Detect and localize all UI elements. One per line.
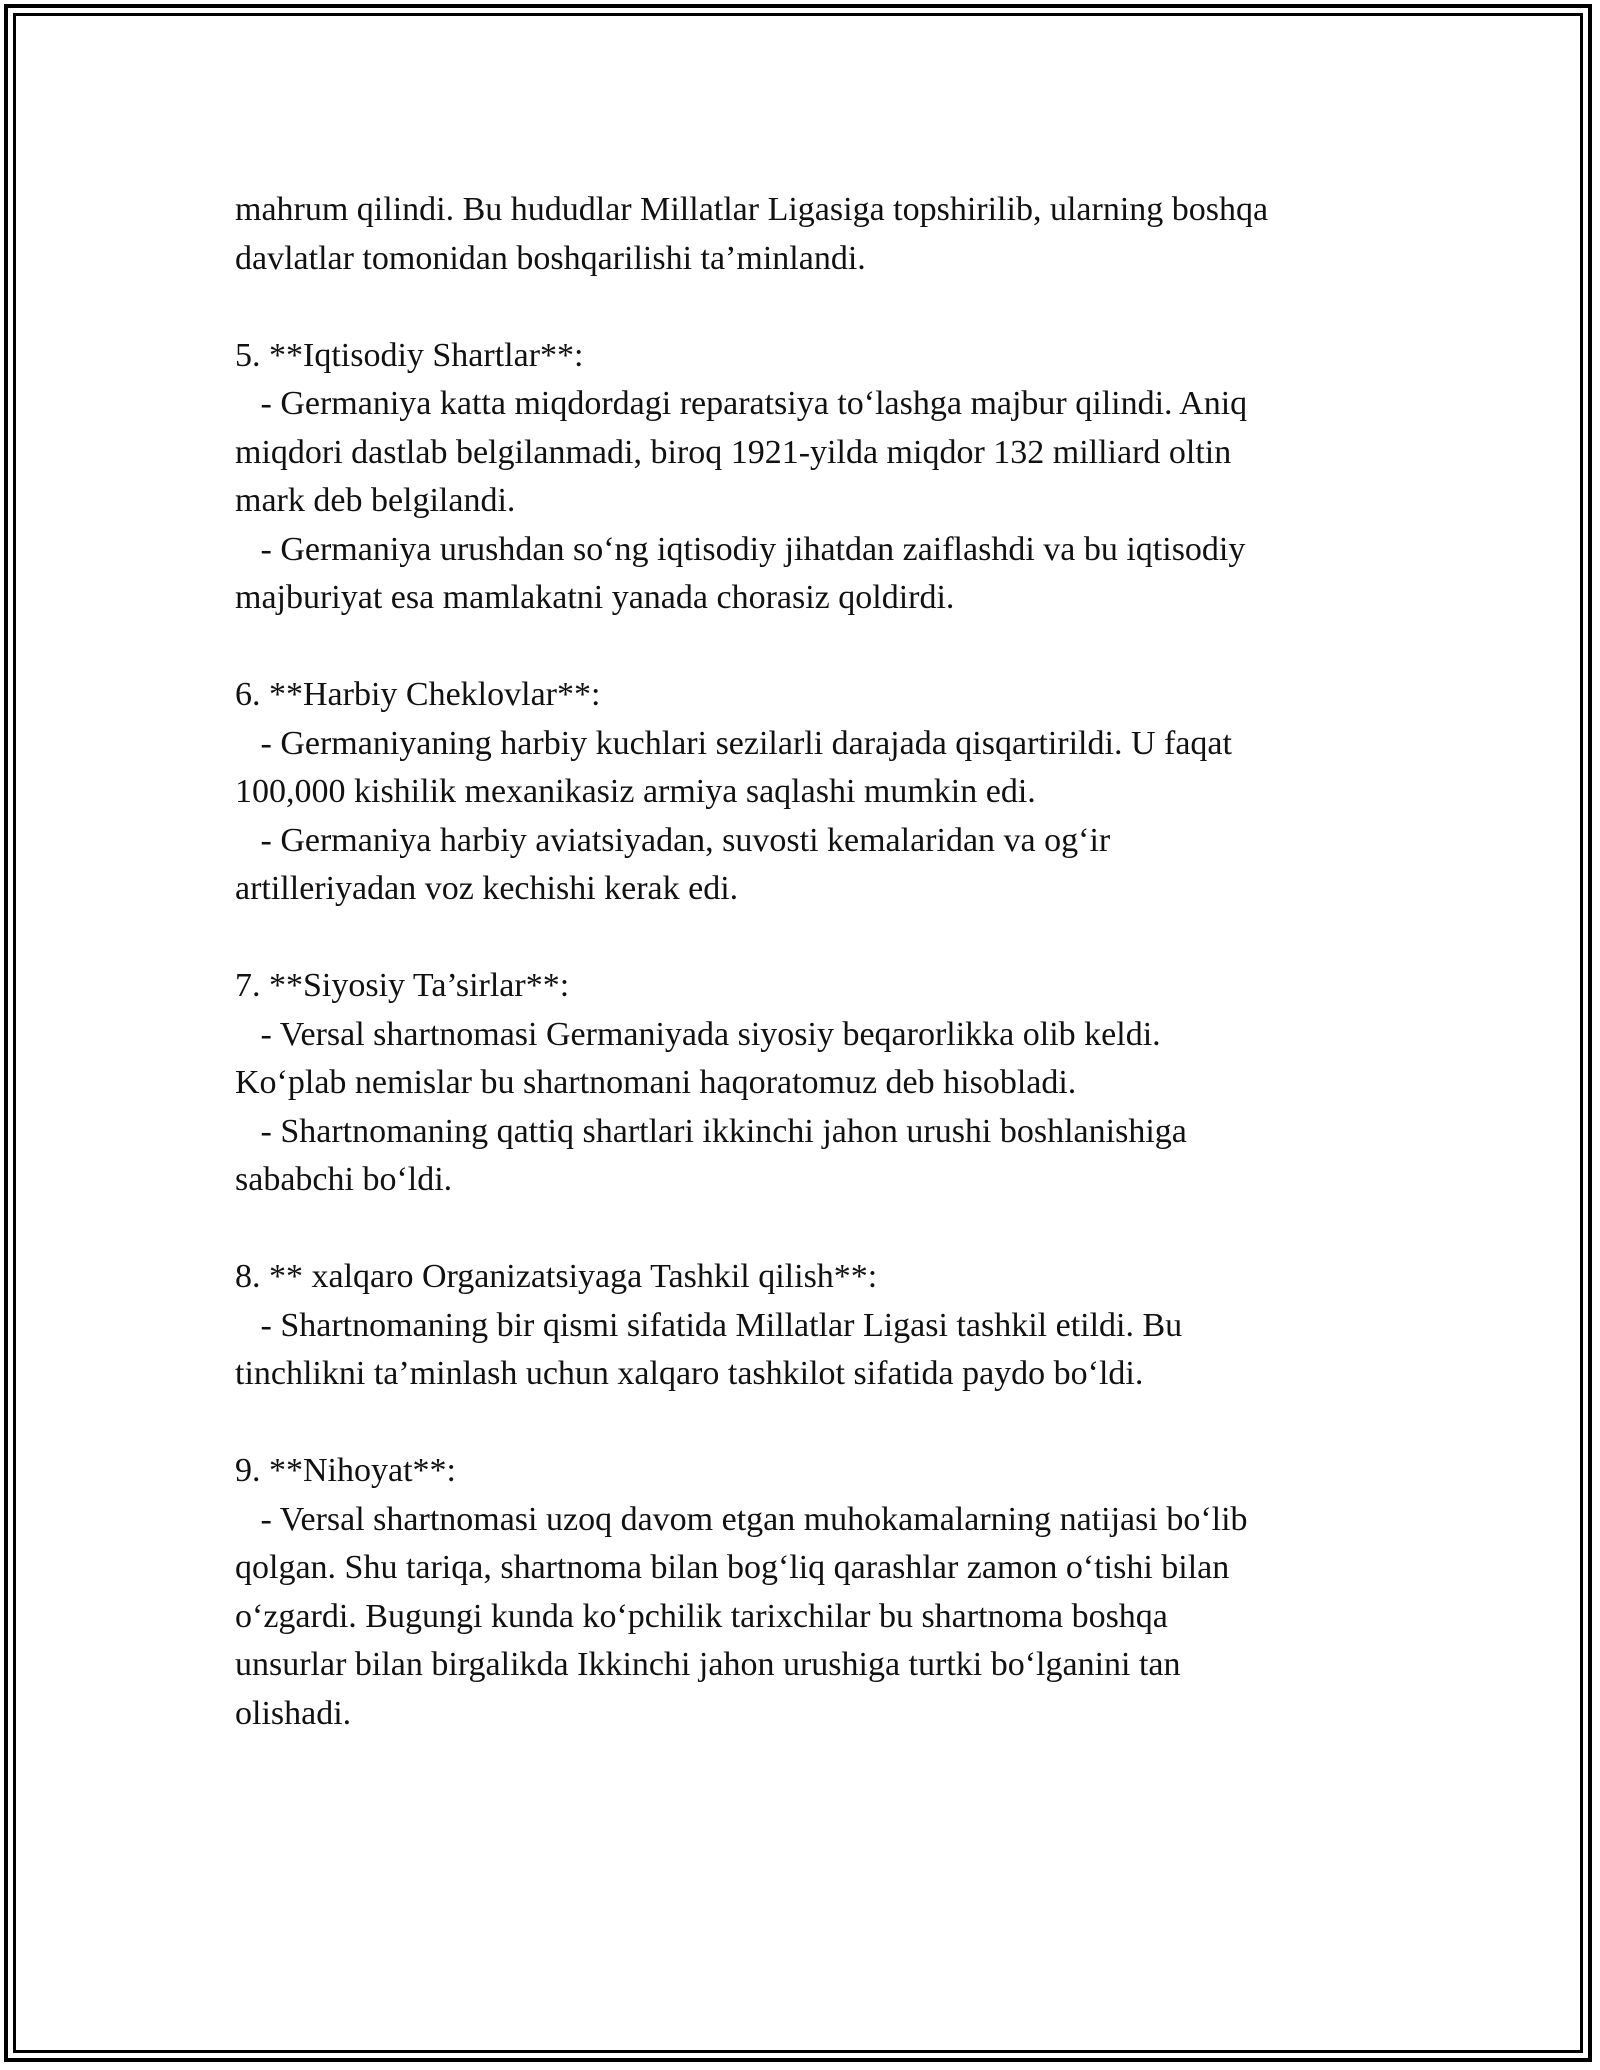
text-line: qolgan. Shu tariqa, shartnoma bilan bog‘liq qarashlar zamon o‘tishi bilan xyxy=(235,1549,1230,1586)
section-heading: 7. **Siyosiy Ta’sirlar**: xyxy=(235,967,570,1004)
text-line: 100,000 kishilik mexanikasiz armiya saqlashi mumkin edi. xyxy=(235,773,1036,810)
section-heading: 8. ** xalqaro Organizatsiyaga Tashkil qilish**: xyxy=(235,1258,878,1295)
text-line: sababchi bo‘ldi. xyxy=(235,1161,453,1198)
section-heading: 9. **Nihoyat**: xyxy=(235,1452,456,1489)
text-line: - Versal shartnomasi uzoq davom etgan muhokamalarning natijasi bo‘lib xyxy=(235,1500,1248,1538)
text-line: o‘zgardi. Bugungi kunda ko‘pchilik tarixchilar bu shartnoma boshqa xyxy=(235,1597,1168,1635)
text-line: olishadi. xyxy=(235,1694,352,1732)
section-heading: 6. **Harbiy Cheklovlar**: xyxy=(235,676,601,713)
text-line: tinchlikni ta’minlash uchun xalqaro tashkilot sifatida paydo bo‘ldi. xyxy=(235,1355,1144,1392)
blank-line xyxy=(235,283,1365,332)
blank-line xyxy=(235,623,1365,672)
text-line: - Germaniya harbiy aviatsiyadan, suvosti kemalaridan va og‘ir xyxy=(235,821,1111,859)
text-line: majburiyat esa mamlakatni yanada chorasiz qoldirdi. xyxy=(235,579,955,616)
text-line: - Germaniya urushdan so‘ng iqtisodiy jihatdan zaiflashdi va bu iqtisodiy xyxy=(235,530,1246,568)
text-line: mahrum qilindi. Bu hududlar Millatlar Ligasiga topshirilib, ularning boshqa xyxy=(235,191,1269,228)
text-line: unsurlar bilan birgalikda Ikkinchi jahon urushiga turtki bo‘lganini tan xyxy=(235,1646,1181,1683)
text-line: mark deb belgilandi. xyxy=(235,482,516,519)
text-line: davlatlar tomonidan boshqarilishi ta’minlandi. xyxy=(235,239,866,277)
text-line: miqdori dastlab belgilanmadi, biroq 1921-yilda miqdor 132 milliard oltin xyxy=(235,433,1232,471)
text-line: - Shartnomaning bir qismi sifatida Millatlar Ligasi tashkil etildi. Bu xyxy=(235,1306,1183,1344)
blank-line xyxy=(235,1205,1365,1254)
document-body xyxy=(235,186,1365,1738)
section-heading: 5. **Iqtisodiy Shartlar**: xyxy=(235,336,584,374)
blank-line xyxy=(235,1399,1365,1448)
text-line: - Germaniyaning harbiy kuchlari sezilarli darajada qisqartirildi. U faqat xyxy=(235,724,1232,762)
text-line: - Versal shartnomasi Germaniyada siyosiy beqarorlikka olib keldi. xyxy=(235,1015,1161,1053)
blank-line xyxy=(235,914,1365,963)
text-line: - Shartnomaning qattiq shartlari ikkinchi jahon urushi boshlanishiga xyxy=(235,1112,1187,1150)
text-line: artilleriyadan voz kechishi kerak edi. xyxy=(235,870,739,907)
text-line: - Germaniya katta miqdordagi reparatsiya to‘lashga majbur qilindi. Aniq xyxy=(235,385,1248,422)
text-line: Ko‘plab nemislar bu shartnomani haqoratomuz deb hisobladi. xyxy=(235,1064,1077,1101)
